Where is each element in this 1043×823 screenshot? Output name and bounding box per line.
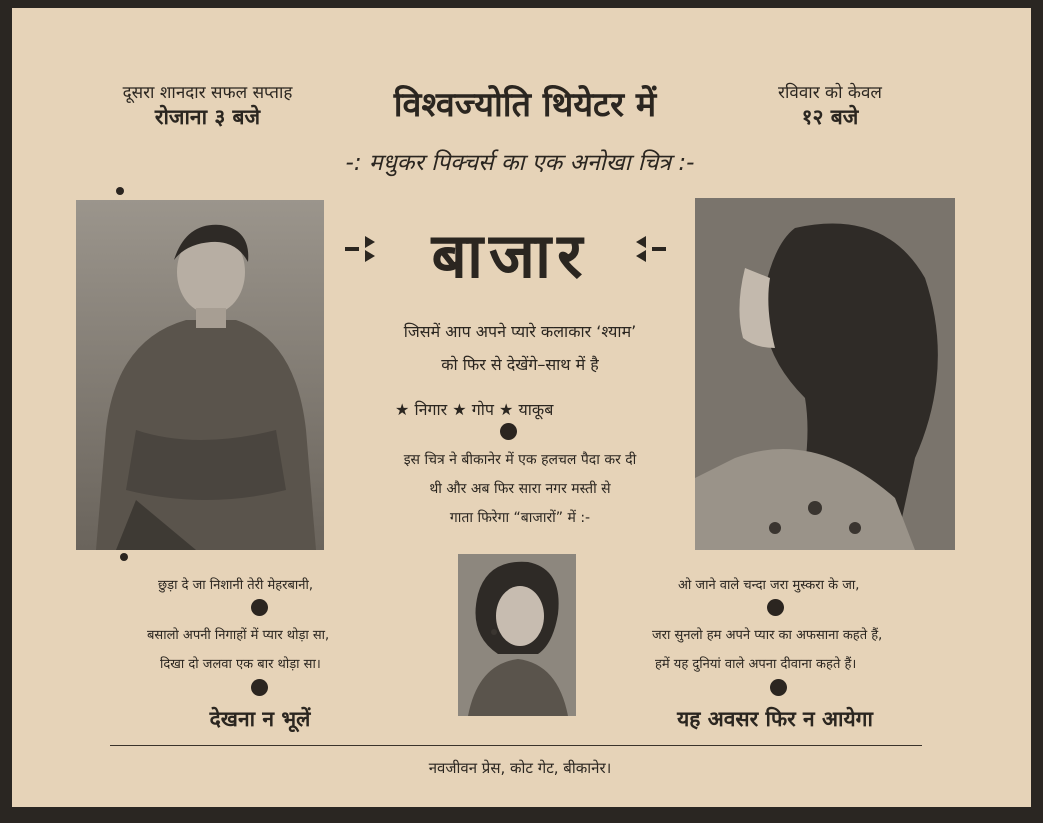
header-subtitle: -: मधुकर पिक्चर्स का एक अनोखा चित्र :- <box>345 150 695 176</box>
song-right-line3: हमें यह दुनियां वाले अपना दीवाना कहते हैं। <box>655 657 857 672</box>
bullet-dot <box>500 423 517 440</box>
footer-divider <box>110 745 922 746</box>
tagline-right: यह अवसर फिर न आयेगा <box>677 707 873 731</box>
bullet-dot <box>767 599 784 616</box>
header-right-line2: १२ बजे <box>801 105 859 129</box>
print-mark <box>116 187 124 195</box>
cast-list <box>395 398 553 420</box>
header-right-line1: रविवार को केवल <box>778 83 882 103</box>
star-icon: ★ <box>395 400 410 419</box>
song-left-line2: बसालो अपनी निगाहों में प्यार थोड़ा सा, <box>147 628 330 643</box>
cast-name: याकूब <box>518 400 554 419</box>
intro-line2: को फिर से देखेंगे–साथ में है <box>441 355 599 374</box>
cast-name: गोप <box>471 400 494 419</box>
film-title: बाजार <box>431 219 589 292</box>
title-right-ornament <box>628 232 676 270</box>
actor-photo-shyam <box>76 200 324 550</box>
blurb-line3: गाता फिरेगा “बाजारों” में :- <box>449 510 591 526</box>
song-right-line1: ओ जाने वाले चन्दा जरा मुस्करा के जा, <box>678 578 860 593</box>
blurb-line2: थी और अब फिर सारा नगर मस्ती से <box>429 481 611 497</box>
intro-line1: जिसमें आप अपने प्यारे कलाकार ‘श्याम’ <box>403 322 637 341</box>
star-icon: ★ <box>452 400 467 419</box>
tagline-left: देखना न भूलें <box>209 707 311 731</box>
star-icon: ★ <box>499 400 514 419</box>
print-mark <box>120 553 128 561</box>
song-left-line1: छुड़ा दे जा निशानी तेरी मेहरबानी, <box>158 578 313 593</box>
actress-photo-profile <box>695 198 955 550</box>
song-right-line2: जरा सुनलो हम अपने प्यार का अफसाना कहते हैं, <box>652 628 883 643</box>
cast-name: निगार <box>414 400 448 419</box>
bullet-dot <box>251 679 268 696</box>
bullet-dot <box>251 599 268 616</box>
actress-photo-center <box>458 554 576 716</box>
header-left-line1: दूसरा शानदार सफल सप्ताह <box>122 83 293 103</box>
printer-credit: नवजीवन प्रेस, कोट गेट, बीकानेर। <box>428 759 612 777</box>
song-left-line3: दिखा दो जलवा एक बार थोड़ा सा। <box>160 657 321 672</box>
header-title: विश्वज्योति थियेटर में <box>393 85 657 125</box>
header-left-line2: रोजाना ३ बजे <box>154 105 261 129</box>
bullet-dot <box>770 679 787 696</box>
blurb-line1: इस चित्र ने बीकानेर में एक हलचल पैदा कर दी <box>403 452 637 468</box>
